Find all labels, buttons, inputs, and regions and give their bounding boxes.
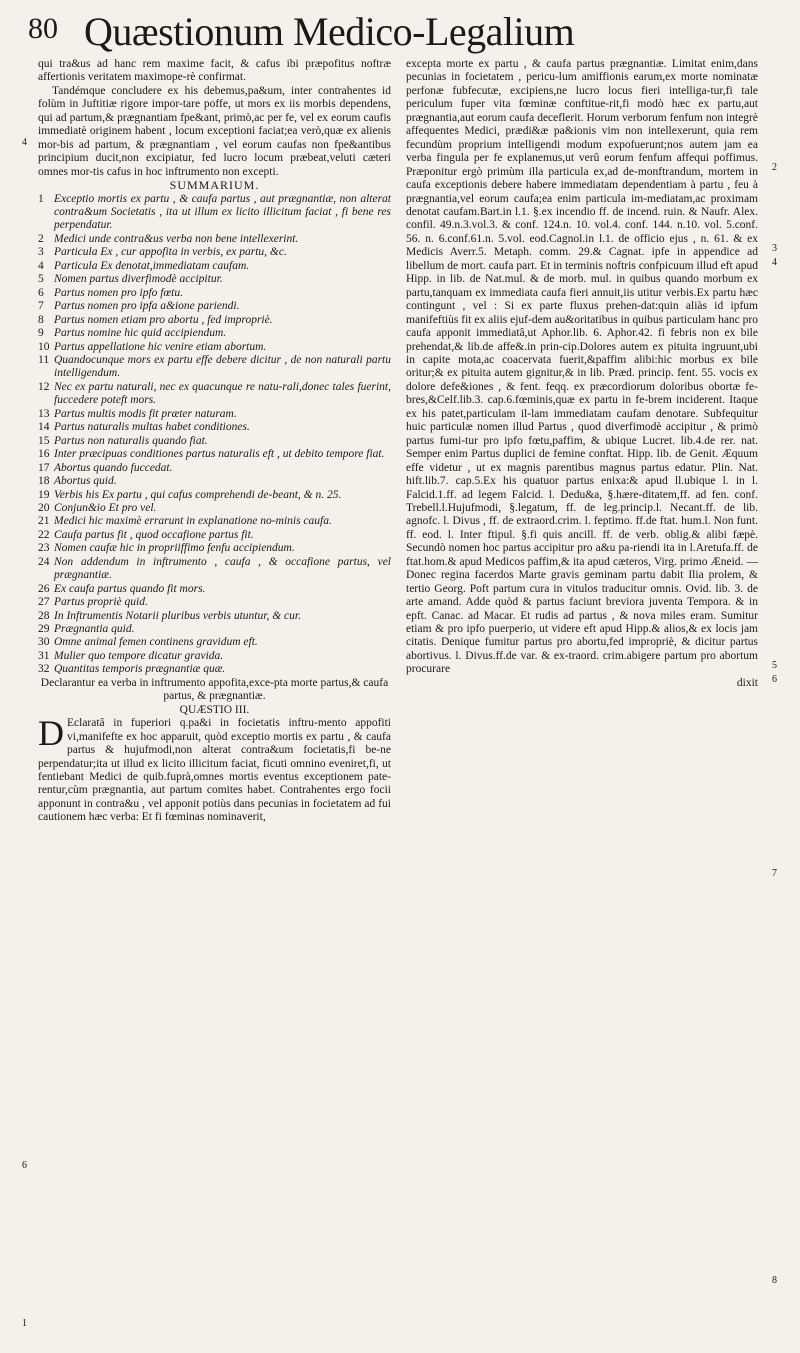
margin-number: 4 — [772, 257, 777, 268]
summarium-item-number: 28 — [38, 609, 50, 622]
summarium-item-number: 12 — [38, 380, 50, 393]
summarium-item — [38, 421, 391, 434]
running-title: Quæstionum Medico-Legalium — [84, 9, 575, 54]
summarium-item — [38, 475, 391, 488]
summarium-item-number: 10 — [38, 340, 50, 353]
summarium-item — [38, 583, 391, 596]
summarium-item-text: Partus nomen etiam pro abortu , fed impropriè. — [54, 313, 273, 326]
summarium-item — [38, 327, 391, 340]
summarium-item — [38, 435, 391, 448]
summarium-item-number: 27 — [38, 596, 50, 609]
summarium-item — [38, 502, 391, 515]
summarium-item-text: Exceptio mortis ex partu , & caufa partus , aut prægnantiæ, non alterat contra&um Societatis , ita ut illum ex licito illicitum faciat , fi bene res perpendatur. — [54, 192, 391, 232]
summarium-item — [38, 273, 391, 286]
summarium-item — [38, 542, 391, 555]
declarantur-paragraph: Declarantur ea verba in inftrumento appofita,exce-pta morte partus,& caufa partus, & prægnantiæ. — [40, 676, 389, 703]
question-text: Eclaratâ in fuperiori q.pa&i in focietatis inftru-mento appofiti vi,manifefte ex hoc apparuit, quòd exceptio mortis ex partu , & caufa partus & hujufmodi,non alterat contra&um focietatis,fi be-ne perpendatur;ita ut illud ex licito illicitum faciat, ficuti omnino eveniret,fi, ut fentiebant Medici de quib.fuprà,omnes mortis eventus exceptionem pate-rentur,cùm prægnantia, aut partum comites habet. Contrahentes ergo focii apponunt in contra&u , vel apponit potiùs dans pecunias in focietatem ad fui cautionem hæc verba: Et fi fœminas nominaverit, — [38, 717, 391, 824]
summarium-item — [38, 556, 391, 583]
summarium-item-text: Particula Ex denotat,immediatam caufam. — [54, 259, 250, 272]
summarium-item — [38, 408, 391, 421]
summarium-item-number: 6 — [38, 286, 44, 299]
margin-number: 5 — [772, 660, 777, 671]
summarium-item-text: Nomen partus diverfimodè accipitur. — [54, 273, 223, 286]
summarium-item-text: Verbis his Ex partu , qui cafus comprehendi de-beant, & n. 25. — [54, 488, 342, 501]
summarium-item-text: Caufa partus fit , quod occafione partus fit. — [54, 528, 254, 541]
summarium-item-text: Ex caufa partus quando fit mors. — [54, 582, 206, 595]
summarium-item — [38, 489, 391, 502]
summarium-item — [38, 462, 391, 475]
summarium-item — [38, 287, 391, 300]
summarium-item — [38, 381, 391, 408]
page-number: 80 — [28, 12, 58, 45]
summarium-item-number: 17 — [38, 461, 50, 474]
summarium-item-text: Conjun&io Et pro vel. — [54, 501, 157, 514]
summarium-item — [38, 246, 391, 259]
summarium-item — [38, 314, 391, 327]
summarium-item-number: 1 — [38, 192, 44, 205]
margin-number: 8 — [772, 1275, 777, 1286]
summarium-item-text: Quantitas temporis prægnantiæ quæ. — [54, 663, 226, 676]
summarium-item-text: Particula Ex , cur appofita in verbis, ex partu, &c. — [54, 246, 287, 259]
summarium-item-text: Partus non naturalis quando fiat. — [54, 434, 208, 447]
summarium-item-number: 3 — [38, 246, 44, 259]
left-column — [38, 58, 391, 825]
summarium-item-number: 2 — [38, 232, 44, 245]
summarium-item — [38, 341, 391, 354]
summarium-item-text: Partus multis modis fit præter naturam. — [54, 407, 237, 420]
summarium-item-text: Prægnantia quid. — [54, 623, 135, 636]
summarium-item-text: Inter præcipuas conditiones partus naturalis eft , ut debito tempore fiat. — [54, 448, 385, 461]
right-column — [406, 58, 758, 690]
margin-number: 4 — [22, 137, 27, 148]
summarium-item-text: Nec ex partu naturali, nec ex quacunque re natu-rali,donec tales fuerint, fuccedere poteft mors. — [54, 380, 391, 407]
summarium-item — [38, 529, 391, 542]
margin-number: 6 — [22, 1160, 27, 1171]
summarium-item-number: 24 — [38, 555, 50, 568]
summarium-item — [38, 448, 391, 461]
margin-number: 6 — [772, 674, 777, 685]
summarium-item — [38, 636, 391, 649]
summarium-item-number: 13 — [38, 407, 50, 420]
summarium-item-text: In Inftrumentis Notarii pluribus verbis utuntur, & cur. — [54, 609, 301, 622]
summarium-item-text: Mulier quo tempore dicatur gravida. — [54, 649, 224, 662]
summarium-item-number: 7 — [38, 300, 44, 313]
summarium-list — [38, 193, 391, 677]
summarium-item-number: 8 — [38, 313, 44, 326]
summarium-item-number: 20 — [38, 501, 50, 514]
summarium-item-number: 22 — [38, 528, 50, 541]
summarium-item — [38, 260, 391, 273]
summarium-item-text: Partus propriè quid. — [54, 596, 148, 609]
summarium-title: SUMMARIUM. — [169, 178, 260, 193]
summarium-item — [38, 354, 391, 381]
question-paragraph — [38, 713, 391, 825]
summarium-item — [38, 193, 391, 233]
summarium-item — [38, 623, 391, 636]
summarium-item-number: 15 — [38, 434, 50, 447]
summarium-item-text: Medici hic maximè errarunt in explanatione no-minis caufa. — [54, 515, 332, 528]
summarium-item-text: Partus appellatione hic venire etiam abortum. — [54, 340, 267, 353]
summarium-item-number: 23 — [38, 542, 50, 555]
summarium-item-number: 18 — [38, 475, 50, 488]
margin-number: 7 — [772, 868, 777, 879]
summarium-item-number: 21 — [38, 515, 50, 528]
summarium-item — [38, 650, 391, 663]
summarium-item — [38, 596, 391, 609]
summarium-item-number: 9 — [38, 327, 44, 340]
summarium-item-text: Medici unde contra&us verba non bene intellexerint. — [54, 232, 299, 245]
summarium-item-text: Nomen caufæ hic in propriiffimo fenfu accipiendum. — [54, 542, 295, 555]
summarium-item-text: Abortus quando fuccedat. — [54, 461, 173, 474]
summarium-item-number: 26 — [38, 582, 50, 595]
summarium-item-text: Partus nomen pro ipfo fœtu. — [54, 286, 183, 299]
margin-number: 2 — [772, 162, 777, 173]
summarium-item-text: Non addendum in inftrumento , caufa , & occafione partus, vel prægnantiæ. — [54, 555, 391, 582]
summarium-item-number: 30 — [38, 636, 50, 649]
catchword: dixit — [736, 676, 758, 689]
intro-paragraph: qui tra&us ad hanc rem maxime facit, & cafus ibi præpofitus noftræ affertionis veritatem maximope-rè confirmat. — [38, 58, 391, 84]
summarium-item-number: 5 — [38, 273, 44, 286]
drop-cap: D — [38, 713, 64, 754]
summarium-item-text: Quandocunque mors ex partu effe debere dicitur , de non naturali partu intelligendum. — [54, 353, 391, 380]
summarium-item — [38, 515, 391, 528]
question-heading: QUÆSTIO III. — [179, 703, 250, 716]
summarium-item-number: 19 — [38, 488, 50, 501]
summarium-item-text: Partus nomen pro ipfa a&ione pariendi. — [54, 300, 240, 313]
summarium-item-number: 16 — [38, 448, 50, 461]
conclusion-paragraph: Tandémque concludere ex his debemus,pa&um, inter contrahentes id folùm in Juftitiæ rigore impor-tare poffe, ut mors ex iis morbis dependens, qui ad partum,& prægnantiam fpe&ant, primò,ac per fe, vel ex eorum caufis immediatè originem habent , locum exceptioni faciat;ea verò,quæ ex alienis mor-bis ad partum, & prægnantiam , vel eorum caufas non fpe&antibus principium ducit,non excipiatur, fed lucro locum præbeat,veluti cæteri omnes mor-tis cafus in hoc inftrumento non excepti. — [38, 84, 391, 178]
summarium-item-number: 29 — [38, 623, 50, 636]
summarium-item-text: Partus nomine hic quid accipiendum. — [54, 327, 227, 340]
summarium-item-number: 32 — [38, 663, 50, 676]
page-header — [28, 8, 788, 62]
summarium-item-number: 11 — [38, 353, 50, 366]
summarium-item — [38, 663, 391, 676]
margin-number: 3 — [772, 243, 777, 254]
summarium-item — [38, 610, 391, 623]
summarium-item — [38, 300, 391, 313]
summarium-item-text: Abortus quid. — [54, 475, 117, 488]
summarium-item-number: 31 — [38, 649, 50, 662]
summarium-item-text: Omne animal femen continens gravidum eft. — [54, 636, 258, 649]
summarium-item-number: 4 — [38, 259, 44, 272]
summarium-item-text: Partus naturalis multas habet conditiones. — [54, 421, 250, 434]
margin-number: 1 — [22, 1318, 27, 1329]
summarium-item-number: 14 — [38, 421, 50, 434]
right-column-text: excepta morte ex partu , & caufa partus prægnantiæ. Limitat enim,dans pecunias in focietatem , pericu-lum amiffionis earum,ex morte nominatæ perfonæ fubfecutæ, excipiens,ne lucro locus fieri intelliga-tur,fi tale periculum fuper vita fœminæ conftitue-rit,fi modò hæc ex partu,aut prægnantia,aut eorum caufa deceflerit. Horum verborum fenfum non integrè affequentes Medici, prædi&æ pa&ionis vim non intellexerunt, quia rem fecundùm proprium intelligendi modum expofuerunt;nos autem jam ea verba fingula per fe explanemus,ut verû eorum fenfum affequi poffimus. Præponitur ergò primùm illa particula ex,ad de-monftrandum, mortem in caufa exceptionis debere habere immediatam dependentiam à partu , feu à prægnantia,vel eorum caufa;ea enim particula im-mediatam,ac proximam denotat caufam.Bart.in l.1. §.ex incendio ff. de incend. ruin. & Naufr. Alex. confil. 49.n.3.vol.3. & conf. 124.n. 10. vol.4. conf. 144. n.10. vol. 5.conf. 56. n. 6.conf.61.n. 5.vol. eod.Cagnol.in l.1. de officio ejus , n. 61. & ex Medicis Averr.5. Metaph. comm. 29.& Cagnat. ipfe in appendice ad libellum de mort. caufa part. Et in terminis noftris confpicuum illud eft apud Hipp. in lib. de Nat.mul. & de morb. mul. in quibus quando morbum ex partu,tanquam ex immediata caufa fieri annuit,iis utitur verbis.Ex partu hæc contingunt , vel : Si ex parte fluxus prehen-dat:quin aliàs id ipfum manifeftiùs fit ex aliis ejuf-dem au&oritatibus in quibus particulam hanc pro caufa apponit immediatâ,ut Aphor.lib. 6. Aphor.42. fi febris non ex bile prehendat,& lib.de affe&.in prin-cip.Dolores autem ex pituita ingruunt,ubi in capite mota,ac coacervata fuerit,&paffim alibi:hic morbus ex bile oritur;& ex pituita autem gignitur,& in lib. Præd. princip. fent. 55. vocis ex dolore defe&iones , & fent. feqq. ex præcordiorum doloribus obortæ fe-bres,&Celf.lib.3. cap.6.fœminis,quæ ex partu in fe-brem inciderent. Itaque ex his patet,particulam il-lam immediatam caufam denotare. Subfequitur huic particulæ nomen illud Partus , quod diverfimodè accipitur , & primò partus fumi-tur pro ipfo fœtu,paffim, & ubique Lucret. lib.4.de rer. nat. Semper enim Partus duplici de femine conftat. Hipp. lib. de Genit. Æquum effe videtur , ut ex magnis parentibus magnus partus edatur. Plin. Nat. hift.lib.7. cap.5.Ex his quatuor partus enixa:& apud ll.ubique l. in l. Falcid.1.ff. ad legem Falcid. l. Dedu&a, §.hære-ditatem,ff. ad fen. conf. Trebell.l.Hujufmodi, §.legatum, ff. de leg.princip.l. Necant.ff. de lib. agnofc. l. Divus , ff. de extraord.crim. l. feptimo. ff.de ftat. hum.l. Non funt. ff. eod. l. Inter ftipul. §.fi quis ancill. ff. de verb. oblig.& alibi fæpè. Secundò nomen hoc partus accipitur pro a&u pa-riendi ita in l.Aretufa.ff. de ftat.hom.& apud Medicos paffim,& ita apud cæteros, Virg. primo Æneid. — Donec regina facerdos Marte gravis geminam partu dabit Ilia prolem, & tertio Georg. Poft partum cura in vitulos traducitur omnis. Ovid. lib. 3. de arte amand. Adde quòd & partus faciunt breviora juventa Tempora. & in epft. Canac. ad Macar. Et rudis ad partus , & nova miles eram. Sumitur etiam & pro ipfo puerperio, ut videre eft apud Hipp.& alios,& ex locis jam citatis. Denique fumitur partus pro abortu,fed impropriè, & dicitur partus abortivus. l. Divus.ff.de var. & ex-traord. crim.abigere partum pro abortum procurare — [406, 58, 758, 676]
summarium-item — [38, 233, 391, 246]
